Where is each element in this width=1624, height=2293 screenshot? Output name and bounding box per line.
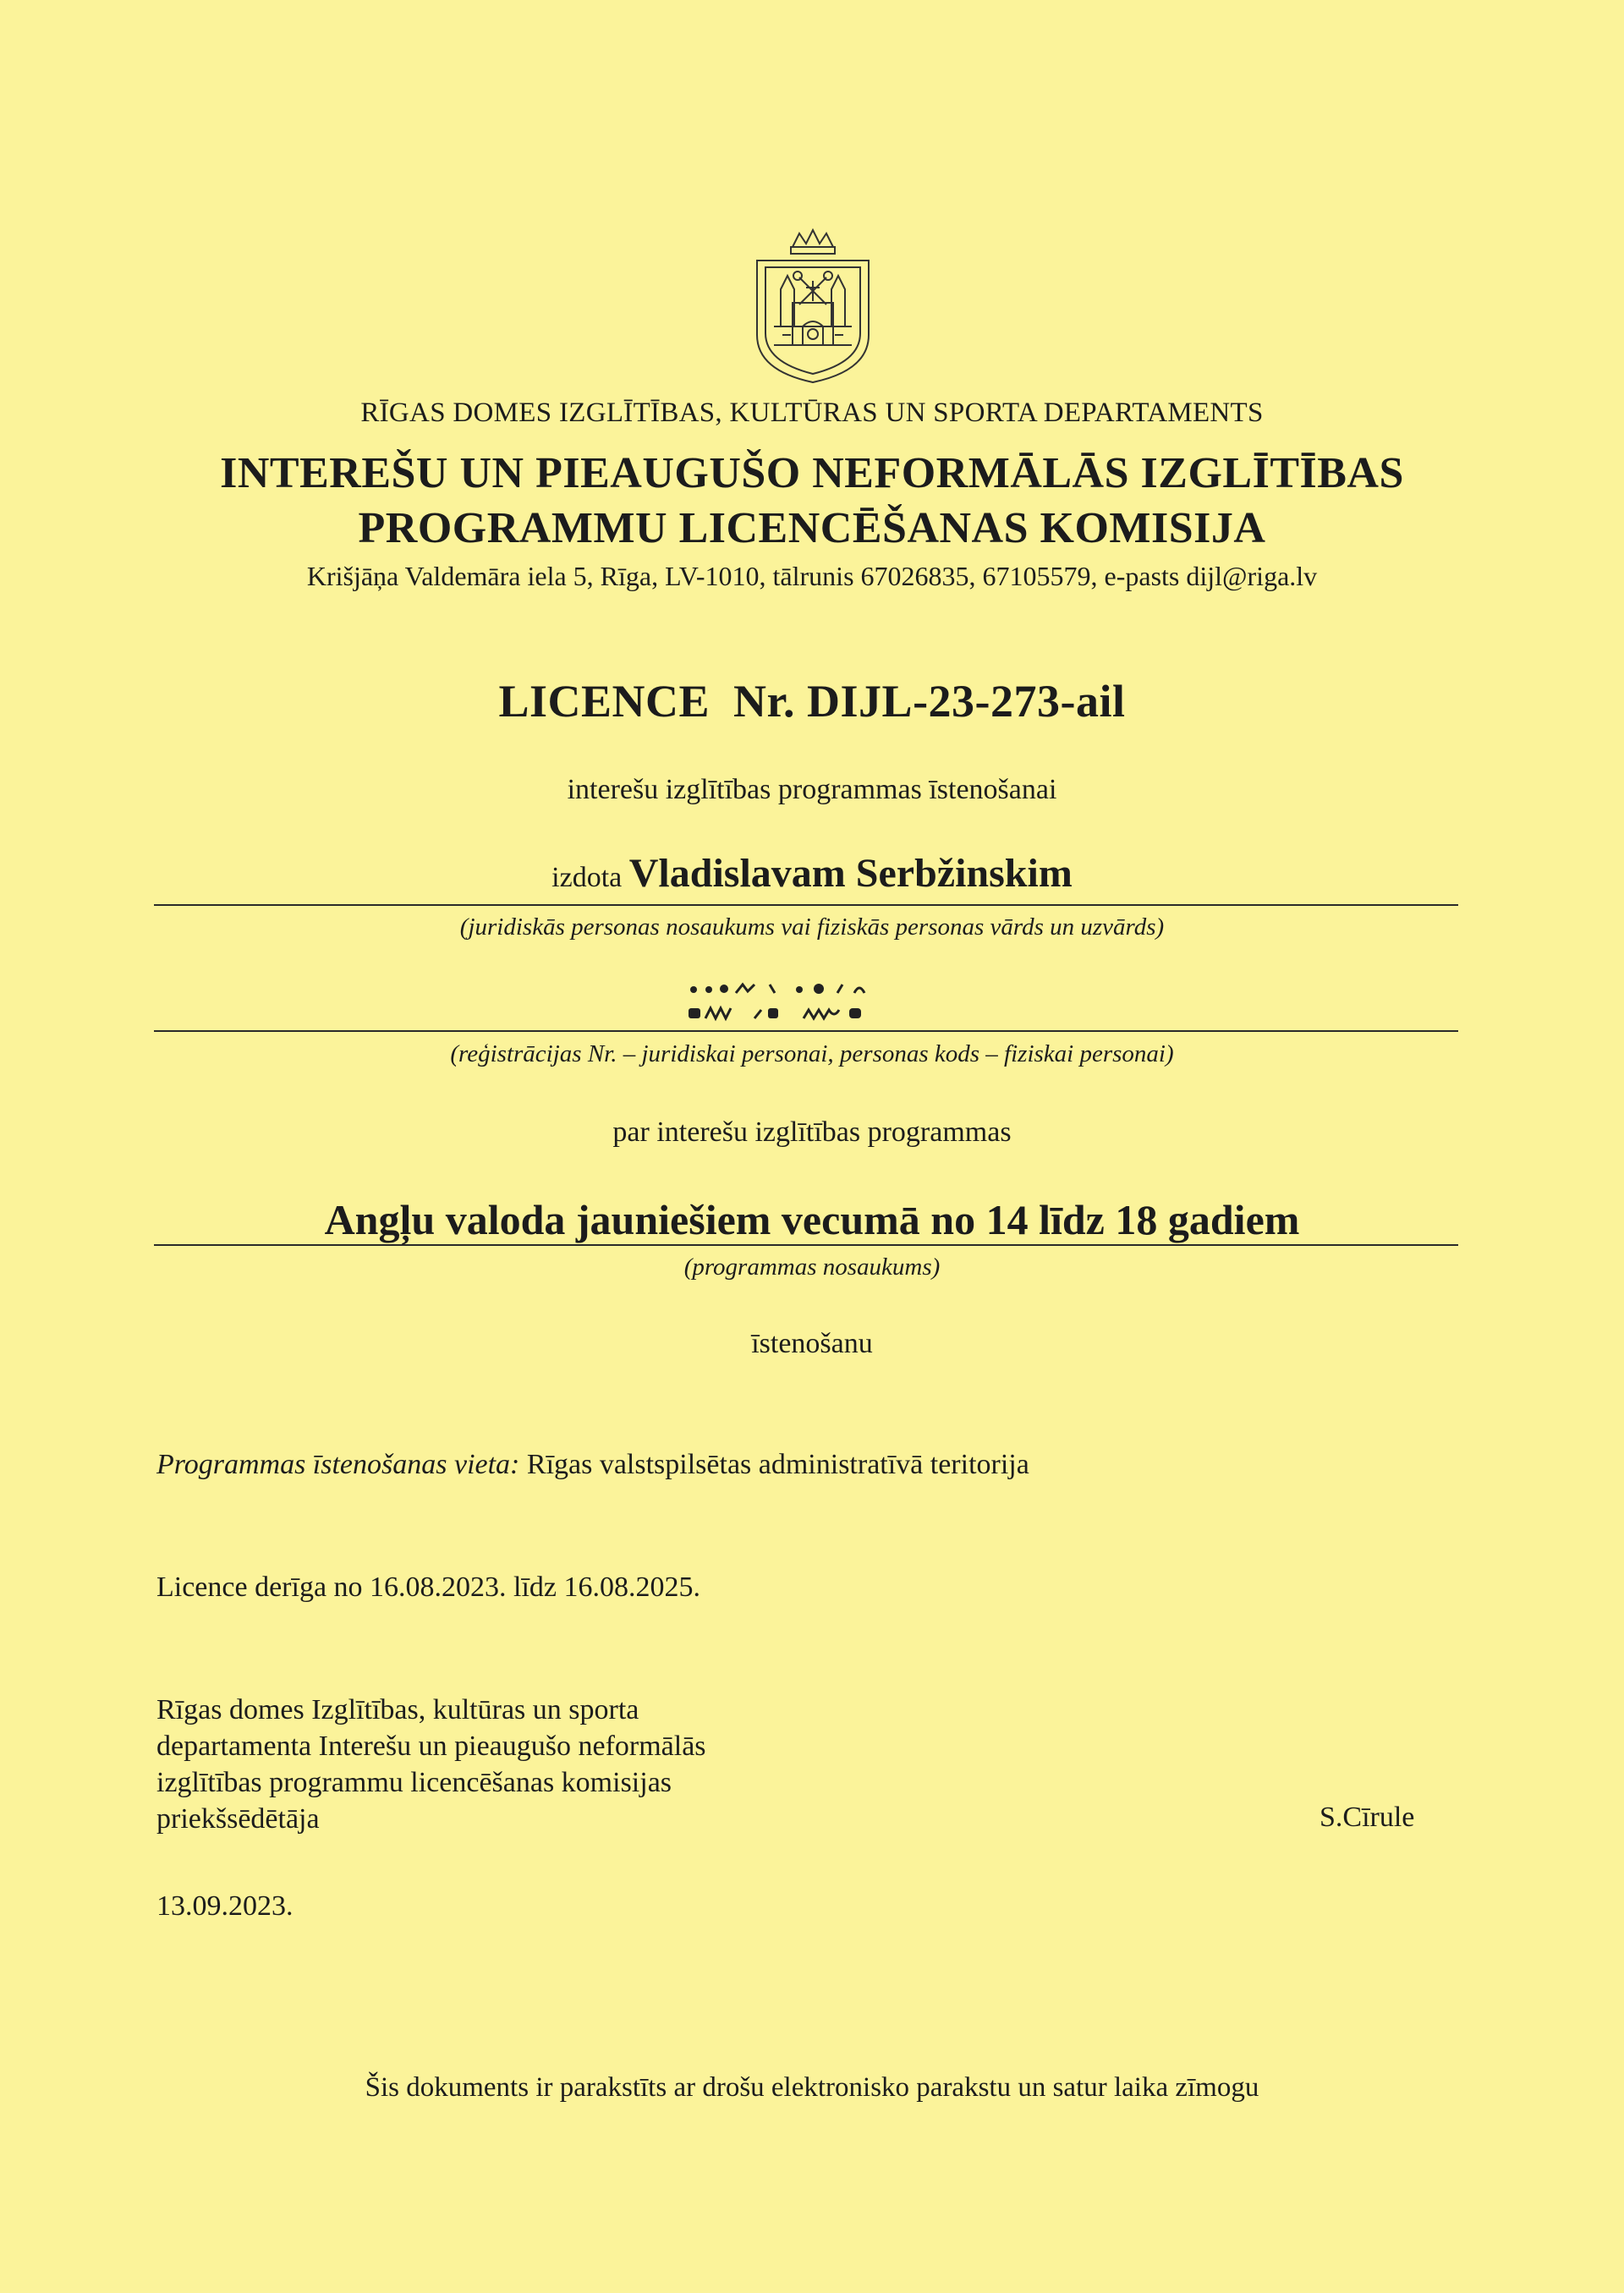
redacted-personal-code: [677, 981, 956, 1025]
holder-name: Vladislavam Serbžinskim: [628, 851, 1073, 896]
signer-line: izglītības programmu licencēšanas komisijas: [156, 1767, 672, 1798]
program-place: [156, 1449, 1029, 1481]
signer-line: departamenta Interešu un pieaugušo neformālās: [156, 1731, 706, 1762]
program-caption: (programmas nosaukums): [683, 1253, 941, 1281]
commission-title-line2: PROGRAMMU LICENCĒŠANAS KOMISIJA: [358, 504, 1266, 552]
issued-to-line: [0, 850, 1624, 897]
signer-block: [156, 1692, 706, 1837]
program-intro: par interešu izglītības programmas: [612, 1116, 1012, 1148]
commission-title-line1: INTEREŠU UN PIEAUGUŠO NEFORMĀLĀS IZGLĪTĪBAS: [220, 449, 1404, 497]
implementation-word: īstenošanu: [751, 1328, 873, 1359]
department-name: RĪGAS DOMES IZGLĪTĪBAS, KULTŪRAS UN SPORTA DEPARTAMENTS: [360, 398, 1264, 428]
program-name: Angļu valoda jauniešiem vecumā no 14 līdz 18 gadiem: [324, 1196, 1300, 1243]
holder-underline: [154, 904, 1458, 906]
registration-caption: (reģistrācijas Nr. – juridiskai personai, personas kods – fiziskai personai): [450, 1040, 1174, 1067]
place-value: Rīgas valstspilsētas administratīvā teritorija: [526, 1449, 1029, 1480]
licence-purpose: interešu izglītības programmas īstenošanai: [567, 774, 1057, 805]
holder-caption: (juridiskās personas nosaukums vai fiziskās personas vārds un uzvārds): [459, 913, 1165, 941]
riga-coat-of-arms-icon: [749, 227, 877, 386]
issue-date: 13.09.2023.: [156, 1890, 294, 1922]
program-underline: [154, 1244, 1458, 1246]
signer-line: priekšsēdētāja: [156, 1803, 320, 1835]
registration-underline: [154, 1030, 1458, 1032]
licence-validity: Licence derīga no 16.08.2023. līdz 16.08.2025.: [156, 1572, 701, 1603]
issued-prefix: izdota: [551, 862, 623, 893]
signature-name: S.Cīrule: [1320, 1802, 1415, 1833]
signer-line: Rīgas domes Izglītības, kultūras un sporta: [156, 1694, 639, 1725]
e-signature-note: Šis dokuments ir parakstīts ar drošu elektronisko parakstu un satur laika zīmogu: [365, 2072, 1259, 2103]
contact-address: Krišjāņa Valdemāra iela 5, Rīga, LV-1010, tālrunis 67026835, 67105579, e-pasts dijl@riga.lv: [306, 561, 1318, 591]
place-label: Programmas īstenošanas vieta:: [156, 1449, 520, 1480]
licence-title: LICENCE Nr. DIJL-23-273-ail: [498, 676, 1126, 727]
